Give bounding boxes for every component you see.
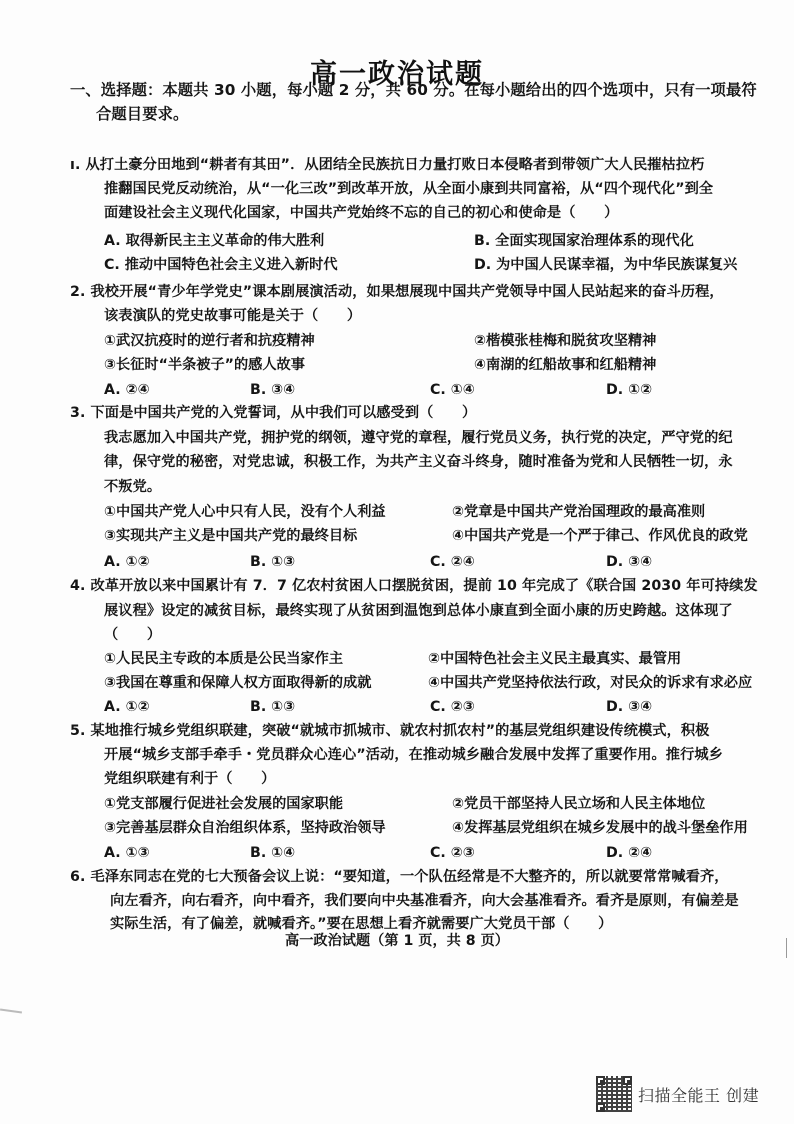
question-3-item-3: ③实现共产主义是中国共产党的最终目标: [104, 528, 358, 544]
question-4-answer-d: D. ③④: [606, 699, 653, 715]
question-4-item-3: ③我国在尊重和保障人权方面取得新的成就: [104, 675, 372, 691]
question-2-item-4: ④南湖的红船故事和红船精神: [474, 357, 657, 373]
question-5-line-2: 开展“城乡支部手牵手・党员群众心连心”活动，在推动城乡融合发展中发挥了重要作用。推行城乡: [104, 747, 723, 763]
question-2-answer-b: B. ③④: [250, 382, 296, 398]
watermark-text: 扫描全能王 创建: [638, 1085, 760, 1105]
question-5-line-3: 党组织联建有利于（ ）: [104, 771, 276, 787]
question-5-item-4: ④发挥基层党组织在城乡发展中的战斗堡垒作用: [452, 820, 748, 836]
question-5-answer-d: D. ②④: [606, 845, 653, 861]
question-3-item-1: ①中国共产党人心中只有人民，没有个人利益: [104, 504, 386, 520]
question-3-answer-a: A. ①②: [104, 554, 150, 570]
question-2-item-1: ①武汉抗疫时的逆行者和抗疫精神: [104, 333, 315, 349]
question-2-item-2: ②楷模张桂梅和脱贫攻坚精神: [474, 333, 657, 349]
question-1-line-1: ı. 从打土豪分田地到“耕者有其田”．从团结全民族抗日力量打败日本侵略者到带领广大人民摧枯拉朽: [70, 157, 705, 173]
qr-code-icon: [596, 1076, 632, 1112]
question-2-line-2: 该表演队的党史故事可能是关于（ ）: [104, 308, 362, 324]
question-5-item-3: ③完善基层群众自治组织体系，坚持政治领导: [104, 820, 386, 836]
question-5-answer-c: C. ②③: [430, 845, 475, 861]
page-footer: 高一政治试题（第 1 页，共 8 页）: [285, 933, 509, 949]
question-1-line-2: 推翻国民党反动统治，从“一化三改”到改革开放，从全面小康到共同富裕，从“四个现代化”到全: [104, 181, 714, 197]
question-3-answer-b: B. ①③: [250, 554, 296, 570]
scan-edge-line: [786, 938, 787, 958]
question-2-answer-a: A. ②④: [104, 382, 150, 398]
question-3-item-2: ②党章是中国共产党治国理政的最高准则: [452, 504, 706, 520]
question-6-line-2: 向左看齐，向右看齐，向中看齐，我们要向中央基准看齐，向大会基准看齐。看齐是原则，有偏差是: [110, 893, 739, 909]
question-1-option-d: D. 为中国人民谋幸福，为中华民族谋复兴: [474, 257, 738, 273]
question-3-line-1: 3. 下面是中国共产党的入党誓词，从中我们可以感受到（ ）: [70, 405, 477, 421]
question-4-answer-b: B. ①③: [250, 699, 296, 715]
question-4-answer-c: C. ②③: [430, 699, 475, 715]
question-5-line-1: 5. 某地推行城乡党组织联建，突破“就城市抓城市、就农村抓农村”的基层党组织建设传统模式，积极: [70, 723, 710, 739]
section-instructions-line-2: 合题目要求。: [96, 105, 189, 123]
question-1-option-a: A. 取得新民主主义革命的伟大胜利: [104, 233, 325, 249]
question-3-item-4: ④中国共产党是一个严于律己、作风优良的政党: [452, 528, 748, 544]
section-instructions-line-1: 一、选择题：本题共 30 小题，每小题 2 分，共 60 分。在每小题给出的四个选项中，只有一项最符: [70, 81, 757, 99]
question-4-item-2: ②中国特色社会主义民主最真实、最管用: [428, 651, 682, 667]
question-2-answer-d: D. ①②: [606, 382, 653, 398]
question-5-item-1: ①党支部履行促进社会发展的国家职能: [104, 796, 344, 812]
question-4-item-4: ④中国共产党坚持依法行政，对民众的诉求有求必应: [428, 675, 753, 691]
question-4-answer-a: A. ①②: [104, 699, 150, 715]
question-3-pledge-line-2: 律，保守党的秘密，对党忠诚，积极工作，为共产主义奋斗终身，随时准备为党和人民牺牲一切，永: [104, 454, 733, 470]
question-4-item-1: ①人民民主专政的本质是公民当家作主: [104, 651, 344, 667]
page-title: 高一政治试题: [310, 59, 484, 90]
question-2-item-3: ③长征时“半条被子”的感人故事: [104, 357, 305, 373]
question-4-line-3: （ ）: [104, 627, 162, 643]
question-5-answer-a: A. ①③: [104, 845, 150, 861]
question-1-option-c: C. 推动中国特色社会主义进入新时代: [104, 257, 338, 273]
question-3-pledge-line-3: 不叛党。: [104, 479, 162, 495]
question-3-pledge-line-1: 我志愿加入中国共产党，拥护党的纲领，遵守党的章程，履行党员义务，执行党的决定，严守党的纪: [104, 430, 733, 446]
question-5-item-2: ②党员干部坚持人民立场和人民主体地位: [452, 796, 706, 812]
question-1-line-3: 面建设社会主义现代化国家，中国共产党始终不忘的自己的初心和使命是（ ）: [104, 205, 619, 221]
question-2-answer-c: C. ①④: [430, 382, 475, 398]
question-5-answer-b: B. ①④: [250, 845, 296, 861]
question-1-option-b: B. 全面实现国家治理体系的现代化: [474, 233, 694, 249]
question-2-line-1: 2. 我校开展“青少年学党史”课本剧展演活动，如果想展现中国共产党领导中国人民站起来的奋斗历程，: [70, 284, 724, 300]
scanner-watermark: [596, 1076, 759, 1112]
question-6-line-3: 实际生活，有了偏差，就喊看齐。”要在思想上看齐就需要广大党员干部（ ）: [110, 916, 613, 932]
question-6-line-1: 6. 毛泽东同志在党的七大预备会议上说：“要知道，一个队伍经常是不大整齐的，所以就要常常喊看齐，: [70, 869, 729, 885]
question-4-line-1: 4. 改革开放以来中国累计有 7．7 亿农村贫困人口摆脱贫困，提前 10 年完成了《联合国 2030 年可持续发: [70, 578, 758, 594]
scan-edge-mark: [0, 1008, 22, 1013]
question-3-answer-d: D. ③④: [606, 554, 653, 570]
question-3-answer-c: C. ②④: [430, 554, 475, 570]
question-4-line-2: 展议程》设定的减贫目标，最终实现了从贫困到温饱到总体小康直到全面小康的历史跨越。这体现了: [104, 603, 733, 619]
